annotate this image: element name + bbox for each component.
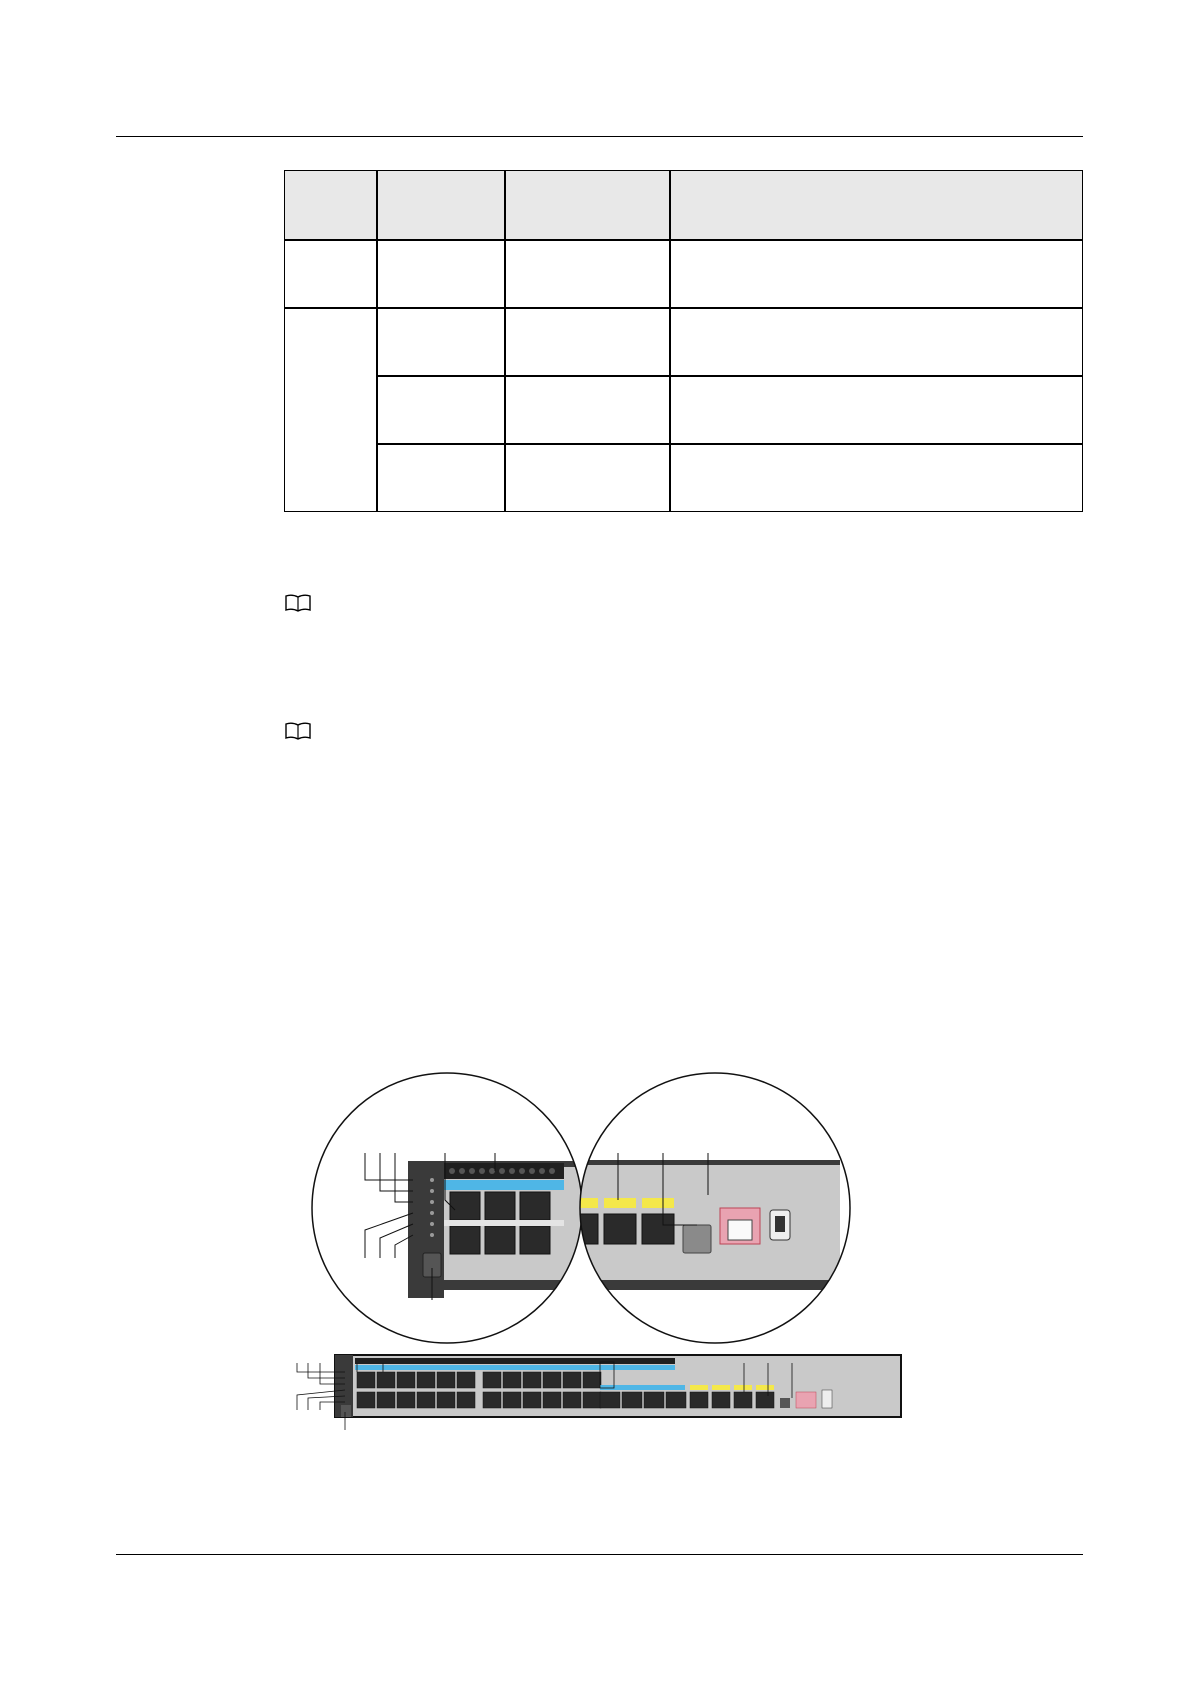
magnifier-left bbox=[312, 1073, 608, 1343]
console-port bbox=[683, 1225, 711, 1253]
switch-front-panel bbox=[297, 1355, 901, 1430]
magnifier-right bbox=[580, 1073, 850, 1343]
led-panel bbox=[408, 1163, 444, 1298]
